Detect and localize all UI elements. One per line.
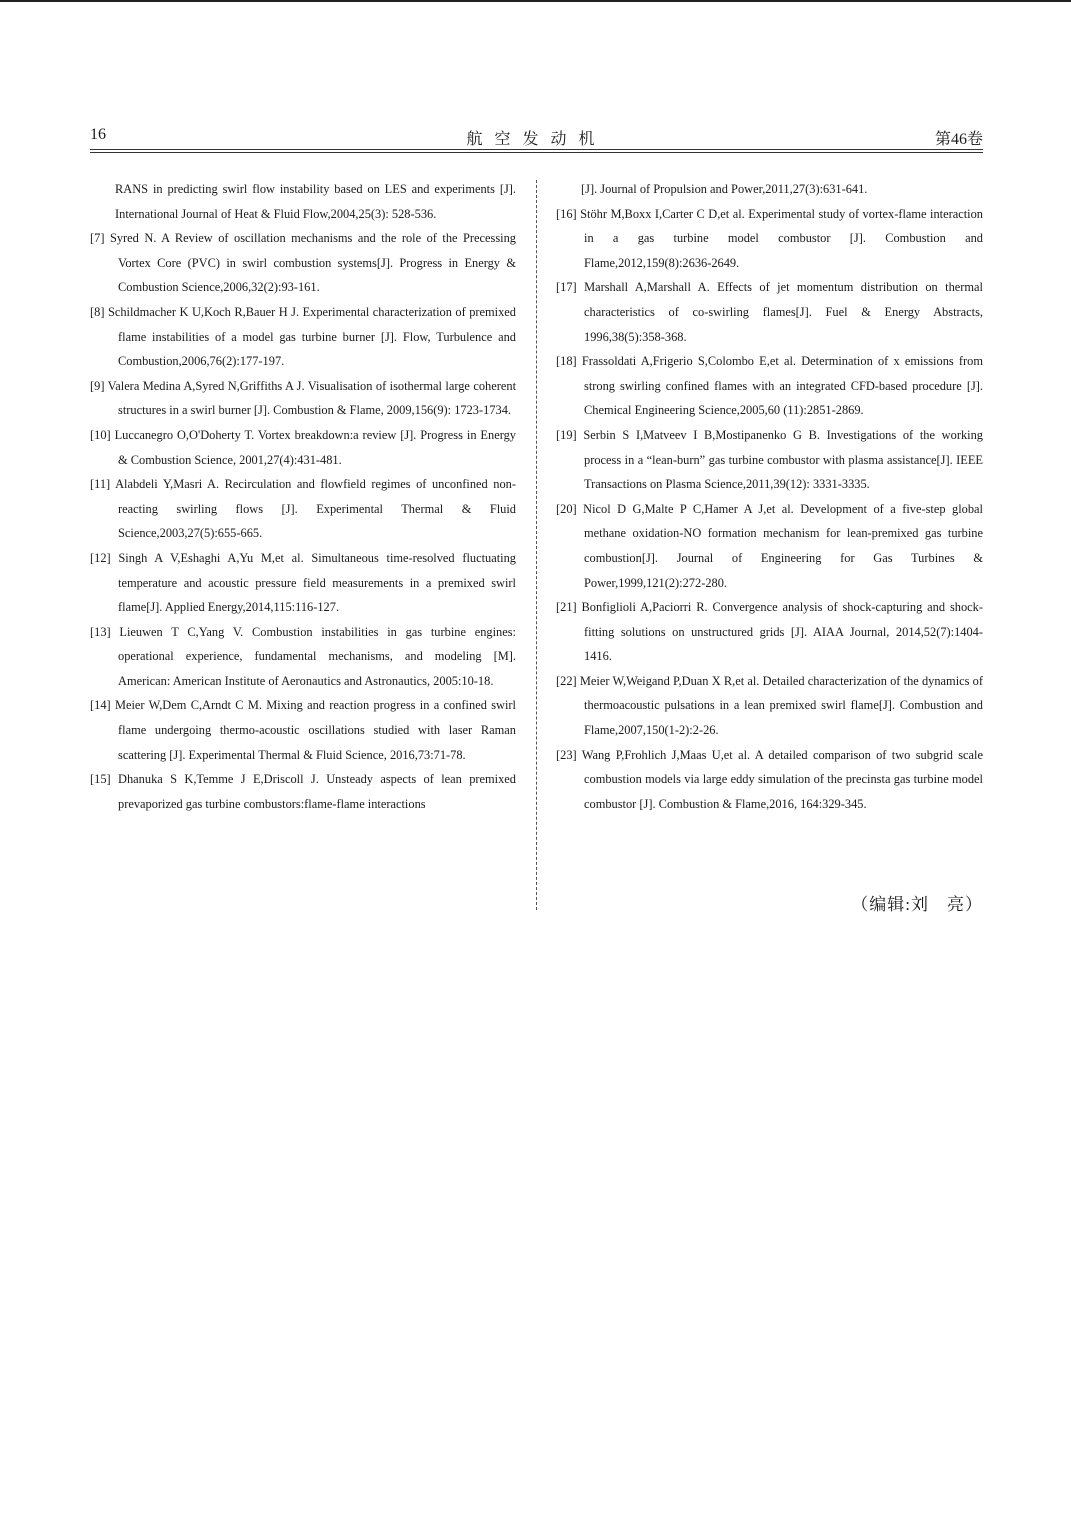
header-rule <box>90 149 983 150</box>
reference-text: Bonfiglioli A,Paciorri R. Convergence analysis of shock-capturing and shock-fitting solutions on unstructured grids [J]. AIAA Journal, 2014,52(7):1404-1416. <box>581 600 983 664</box>
reference-number: [18] <box>556 354 577 369</box>
reference-number: [22] <box>556 673 577 688</box>
reference-item <box>556 595 983 669</box>
reference-number: [21] <box>556 600 577 615</box>
reference-text: Meier W,Weigand P,Duan X R,et al. Detailed characterization of the dynamics of thermoacoustic pulsations in a lean premixed swirl flame[J]. Combustion and Flame,2007,150(1-2):2-26. <box>579 673 983 738</box>
journal-title: 航空发动机 <box>466 131 607 148</box>
page-number: 16 <box>90 126 106 143</box>
reference-item <box>90 472 516 546</box>
right-column <box>556 177 983 816</box>
reference-item <box>556 669 983 743</box>
reference-text: Meier W,Dem C,Arndt C M. Mixing and reaction progress in a confined swirl flame undergoing thermo-acoustic oscillations studied with laser Raman scattering [J]. Experimental Thermal & Fluid Science, 2016,73:71-78. <box>114 698 516 762</box>
running-header <box>90 126 983 150</box>
reference-text: Stöhr M,Boxx I,Carter C D,et al. Experimental study of vortex-flame interaction in a gas turbine model combustor [J]. Combustion and Flame,2012,159(8):2636-2649. <box>580 206 983 270</box>
reference-number: [7] <box>90 231 105 246</box>
reference-item <box>556 202 983 276</box>
reference-item <box>90 546 516 620</box>
reference-text: Luccanegro O,O'Doherty T. Vortex breakdown:a review [J]. Progress in Energy & Combustion Science, 2001,27(4):431-481. <box>114 427 516 467</box>
reference-number: [15] <box>90 772 111 787</box>
reference-number: [20] <box>556 501 577 516</box>
reference-number: [11] <box>90 477 111 492</box>
reference-item <box>90 620 516 694</box>
top-border <box>0 0 1071 2</box>
header-rule-secondary <box>90 152 983 153</box>
reference-number: [17] <box>556 280 577 295</box>
reference-item <box>556 423 983 497</box>
reference-number: [16] <box>556 206 577 221</box>
reference-item <box>90 423 516 472</box>
reference-number: [9] <box>90 378 105 393</box>
reference-item <box>556 743 983 817</box>
reference-text: Singh A V,Eshaghi A,Yu M,et al. Simultaneous time-resolved fluctuating temperature and acoustic pressure field measurements in a premixed swirl flame[J]. Applied Energy,2014,115:116-127. <box>118 550 516 615</box>
reference-item <box>556 497 983 595</box>
reference-number: [10] <box>90 427 111 442</box>
reference-text: Nicol D G,Malte P C,Hamer A J,et al. Development of a five-step global methane oxidation-NO formation mechanism for lean-premixed gas turbine combustion[J]. Journal of Engineering for Gas Turbines & Power,1999,121(2):272-280. <box>583 501 983 590</box>
reference-number: [13] <box>90 624 111 639</box>
reference-text: Wang P,Frohlich J,Maas U,et al. A detailed comparison of two subgrid scale combustion models via large eddy simulation of the precinsta gas turbine model combustor [J]. Combustion & Flame,2016, 164:329-345. <box>581 747 983 811</box>
reference-text: Frassoldati A,Frigerio S,Colombo E,et al. Determination of x emissions from strong swirling confined flames with an integrated CFD-based procedure [J]. Chemical Engineering Science,2005,60 (11):2851-2869. <box>581 354 983 418</box>
reference-item <box>90 300 516 374</box>
reference-number: [23] <box>556 747 577 762</box>
reference-text: Dhanuka S K,Temme J E,Driscoll J. Unsteady aspects of lean premixed prevaporized gas turbine combustors:flame-flame interactions <box>118 772 516 811</box>
reference-text: Syred N. A Review of oscillation mechanisms and the role of the Precessing Vortex Core (PVC) in swirl combustion systems[J]. Progress in Energy & Combustion Science,2006,32(2):93-161. <box>109 231 516 295</box>
reference-text: Valera Medina A,Syred N,Griffiths A J. Visualisation of isothermal large coherent structures in a swirl burner [J]. Combustion & Flame, 2009,156(9): 1723-1734. <box>107 378 517 418</box>
reference-text: Marshall A,Marshall A. Effects of jet momentum distribution on thermal characteristics of co-swirling flames[J]. Fuel & Energy Abstracts, 1996,38(5):358-368. <box>584 280 983 344</box>
reference-item <box>556 275 983 349</box>
editor-note: （编辑:刘 亮） <box>851 895 983 914</box>
reference-number: [8] <box>90 304 105 319</box>
reference-number: [14] <box>90 698 111 713</box>
reference-number: [19] <box>556 427 577 442</box>
reference-text: Alabdeli Y,Masri A. Recirculation and flowfield regimes of unconfined non-reacting swirling flows [J]. Experimental Thermal & Fluid Science,2003,27(5):655-665. <box>115 477 516 541</box>
reference-continued: RANS in predicting swirl flow instability based on LES and experiments [J]. International Journal of Heat & Fluid Flow,2004,25(3): 528-536. <box>115 182 516 221</box>
reference-text: Lieuwen T C,Yang V. Combustion instabilities in gas turbine engines: operational experience, fundamental mechanisms, and modeling [M]. American: American Institute of Aeronautics and Astronautics, 2005:10-18. <box>118 624 516 688</box>
reference-number: [12] <box>90 550 111 565</box>
reference-list <box>90 226 516 816</box>
reference-text: Schildmacher K U,Koch R,Bauer H J. Experimental characterization of premixed flame instabilities of a model gas turbine burner [J]. Flow, Turbulence and Combustion,2006,76(2):177-197. <box>107 304 516 369</box>
reference-item <box>90 226 516 300</box>
reference-item <box>90 374 516 423</box>
reference-text: Serbin S I,Matveev I B,Mostipanenko G B. Investigations of the working process in a “lean-burn” gas turbine combustor with plasma assistance[J]. IEEE Transactions on Plasma Science,2011,39(12): 3331-3335. <box>583 427 983 492</box>
reference-list <box>556 202 983 817</box>
column-divider <box>536 180 537 910</box>
reference-item <box>556 349 983 423</box>
reference-item <box>90 693 516 767</box>
left-column <box>90 177 516 816</box>
reference-continued: [J]. Journal of Propulsion and Power,2011,27(3):631-641. <box>581 182 868 196</box>
volume-label: 第46卷 <box>934 131 983 148</box>
reference-item <box>90 767 516 816</box>
